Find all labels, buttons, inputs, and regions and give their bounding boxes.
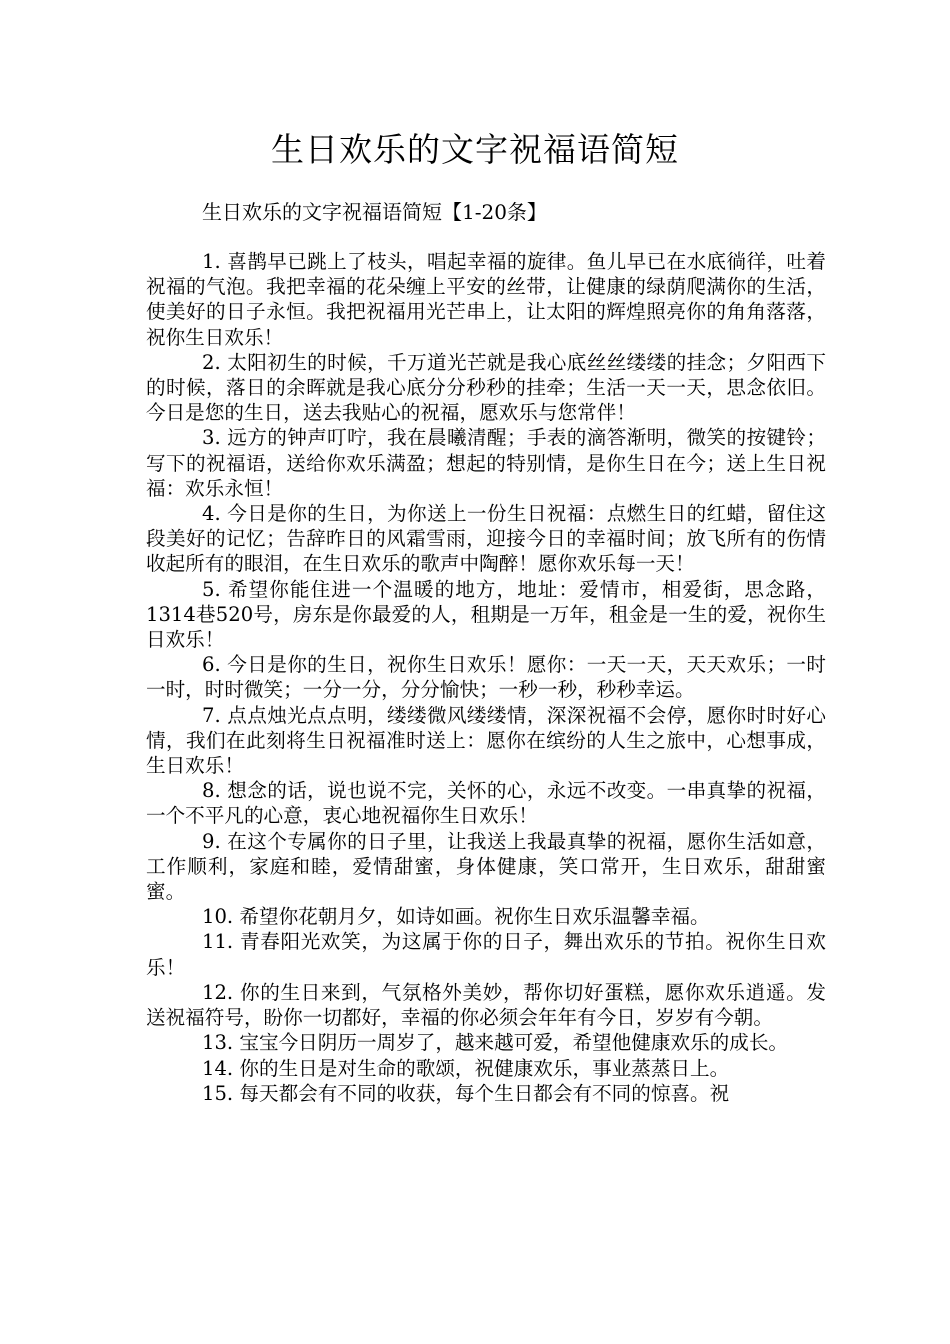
wish-item-11: 11. 青春阳光欢笑，为这属于你的日子，舞出欢乐的节拍。祝你生日欢乐！ [146,930,826,979]
page-title: 生日欢乐的文字祝福语简短 [271,130,679,169]
wish-item-4: 4. 今日是你的生日，为你送上一份生日祝福：点燃生日的红蜡，留住这段美好的记忆；告辞昨日的风霜雪雨，迎接今日的幸福时间；放飞所有的伤情收起所有的眼泪，在生日欢乐的歌声中陶醉！愿你欢乐每一天！ [146,502,826,576]
wish-item-1: 1. 喜鹊早已跳上了枝头，唱起幸福的旋律。鱼儿早已在水底徜徉，吐着祝福的气泡。我把幸福的花朵缠上平安的丝带，让健康的绿荫爬满你的生活，使美好的日子永恒。我把祝福用光芒串上，让太阳的辉煌照亮你的角角落落，祝你生日欢乐！ [146,250,826,349]
wish-item-7: 7. 点点烛光点点明，缕缕微风缕缕情，深深祝福不会停，愿你时时好心情，我们在此刻将生日祝福准时送上：愿你在缤纷的人生之旅中，心想事成，生日欢乐！ [146,703,826,778]
page-subtitle: 生日欢乐的文字祝福语简短【1-20条】 [202,200,547,224]
wish-item-14: 14. 你的生日是对生命的歌颂，祝健康欢乐，事业蒸蒸日上。 [202,1056,730,1080]
wish-item-9: 9. 在这个专属你的日子里，让我送上我最真挚的祝福，愿你生活如意，工作顺利，家庭和睦，爱情甜蜜，身体健康，笑口常开，生日欢乐，甜甜蜜蜜。 [146,829,826,904]
wish-item-8: 8. 想念的话，说也说不完，关怀的心，永远不改变。一串真挚的祝福，一个不平凡的心意，衷心地祝福你生日欢乐！ [146,779,826,828]
wish-item-10: 10. 希望你花朝月夕，如诗如画。祝你生日欢乐温馨幸福。 [202,905,710,929]
wish-item-15: 15. 每天都会有不同的收获，每个生日都会有不同的惊喜。祝 [202,1081,730,1105]
wish-item-5: 5. 希望你能住进一个温暖的地方，地址：爱情市，相爱街，思念路，1314巷520号，房东是你最爱的人，租期是一万年，租金是一生的爱，祝你生日欢乐！ [146,577,826,652]
wish-item-2: 2. 太阳初生的时候，千万道光芒就是我心底丝丝缕缕的挂念；夕阳西下的时候，落日的余晖就是我心底分分秒秒的挂牵；生活一天一天，思念依旧。今日是您的生日，送去我贴心的祝福，愿欢乐与您常伴！ [146,350,826,425]
wish-item-6: 6. 今日是你的生日，祝你生日欢乐！愿你：一天一天，天天欢乐；一时一时，时时微笑；一分一分，分分愉快；一秒一秒，秒秒幸运。 [146,653,826,702]
wish-item-3: 3. 远方的钟声叮咛，我在晨曦清醒；手表的滴答渐明，微笑的按键铃；写下的祝福语，送给你欢乐满盈；想起的特别情，是你生日在今；送上生日祝福：欢乐永恒！ [146,426,826,500]
wish-list [146,249,826,1106]
wish-item-13: 13. 宝宝今日阴历一周岁了，越来越可爱，希望他健康欢乐的成长。 [202,1031,789,1055]
wish-item-12: 12. 你的生日来到，气氛格外美妙，帮你切好蛋糕，愿你欢乐逍遥。发送祝福符号，盼你一切都好，幸福的你必须会年年有今日，岁岁有今朝。 [146,980,826,1030]
